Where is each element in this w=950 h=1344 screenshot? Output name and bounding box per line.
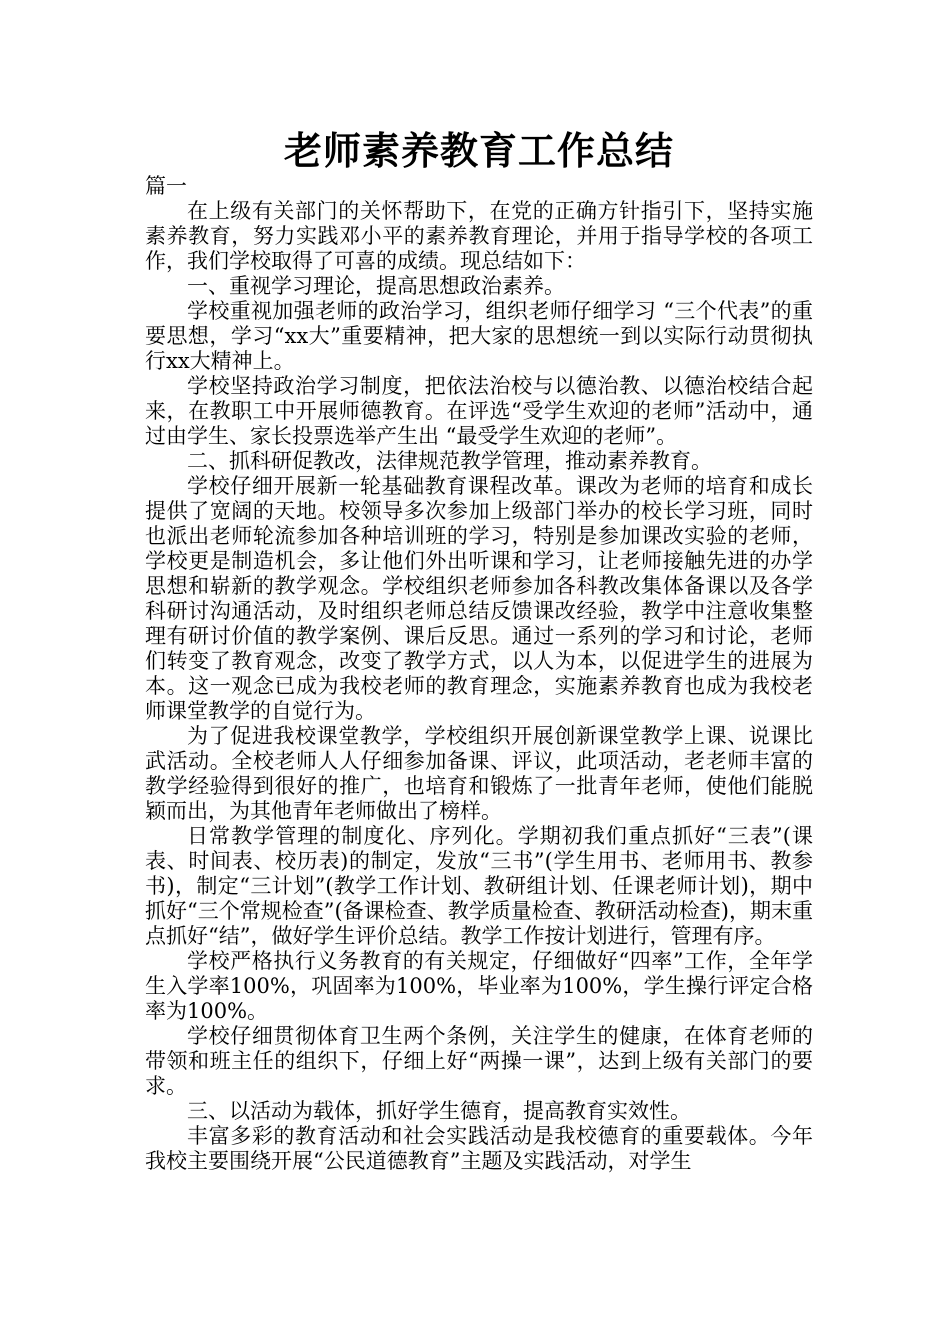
paragraph: 丰富多彩的教育活动和社会实践活动是我校德育的重要载体。今年我校主要围绕开展“公民道德教育”主题及实践活动，对学生 (145, 1124, 813, 1173)
paragraph: 日常教学管理的制度化、序列化。学期初我们重点抓好“三表”(课表、时间表、校历表)的制定，发放“三书”(学生用书、老师用书、教参书)，制定“三计划”(教学工作计划、教研组计划、任课老师计划)，期中抓好“三个常规检查”(备课检查、教学质量检查、教研活动检查)，期末重点抓好“结”，做好学生评价总结。教学工作按计划进行，管理有序。 (145, 824, 813, 948)
paragraph: 学校坚持政治学习制度，把依法治校与以德治教、以德治校结合起来，在教职工中开展师德教育。在评选“受学生欢迎的老师”活动中，通过由学生、家长投票选举产生出 “最受学生欢迎的老师”。 (145, 374, 813, 448)
paragraph-intro: 在上级有关部门的关怀帮助下，在党的正确方针指引下，坚持实施素养教育，努力实践邓小平的素养教育理论，并用于指导学校的各项工作，我们学校取得了可喜的成绩。现总结如下： (145, 199, 813, 273)
heading-section-3: 三、以活动为载体，抓好学生德育，提高教育实效性。 (187, 1099, 691, 1123)
heading-section-2: 二、抓科研促教改，法律规范教学管理，推动素养教育。 (187, 449, 712, 473)
paragraph: 学校仔细贯彻体育卫生两个条例，关注学生的健康，在体育老师的带领和班主任的组织下，仔细上好“两操一课”，达到上级有关部门的要求。 (145, 1024, 813, 1098)
paragraph: 学校重视加强老师的政治学习，组织老师仔细学习 “三个代表”的重要思想，学习“xx大”重要精神，把大家的思想统一到以实际行动贯彻执行xx大精神上。 (145, 299, 813, 373)
heading-section-1: 一、重视学习理论，提高思想政治素养。 (187, 274, 565, 298)
document-page (145, 0, 813, 1174)
document-title: 老师素养教育工作总结 (283, 129, 674, 173)
paragraph: 为了促进我校课堂教学，学校组织开展创新课堂教学上课、说课比武活动。全校老师人人仔细参加备课、评议，此项活动，老老师丰富的教学经验得到很好的推广，也培育和锻炼了一批青年老师，使他们能脱颖而出，为其他青年老师做出了榜样。 (145, 724, 813, 823)
paragraph: 学校仔细开展新一轮基础教育课程改革。课改为老师的培育和成长提供了宽阔的天地。校领导多次参加上级部门举办的校长学习班，同时也派出老师轮流参加各种培训班的学习，特别是参加课改实验的老师，学校更是制造机会，多让他们外出听课和学习，让老师接触先进的办学思想和崭新的教学观念。学校组织老师参加各科教改集体备课以及各学科研讨沟通活动，及时组织老师总结反馈课改经验，教学中注意收集整理有研讨价值的教学案例、课后反思。通过一系列的学习和讨论，老师们转变了教育观念，改变了教学方式，以人为本，以促进学生的进展为本。这一观念已成为我校老师的教育理念，实施素养教育也成为我校老师课堂教学的自觉行为。 (145, 474, 813, 723)
paragraph: 学校严格执行义务教育的有关规定，仔细做好“四率”工作，全年学生入学率100%，巩固率为100%，毕业率为100%，学生操行评定合格率为100%。 (145, 949, 813, 1023)
section-label: 篇一 (145, 174, 187, 198)
